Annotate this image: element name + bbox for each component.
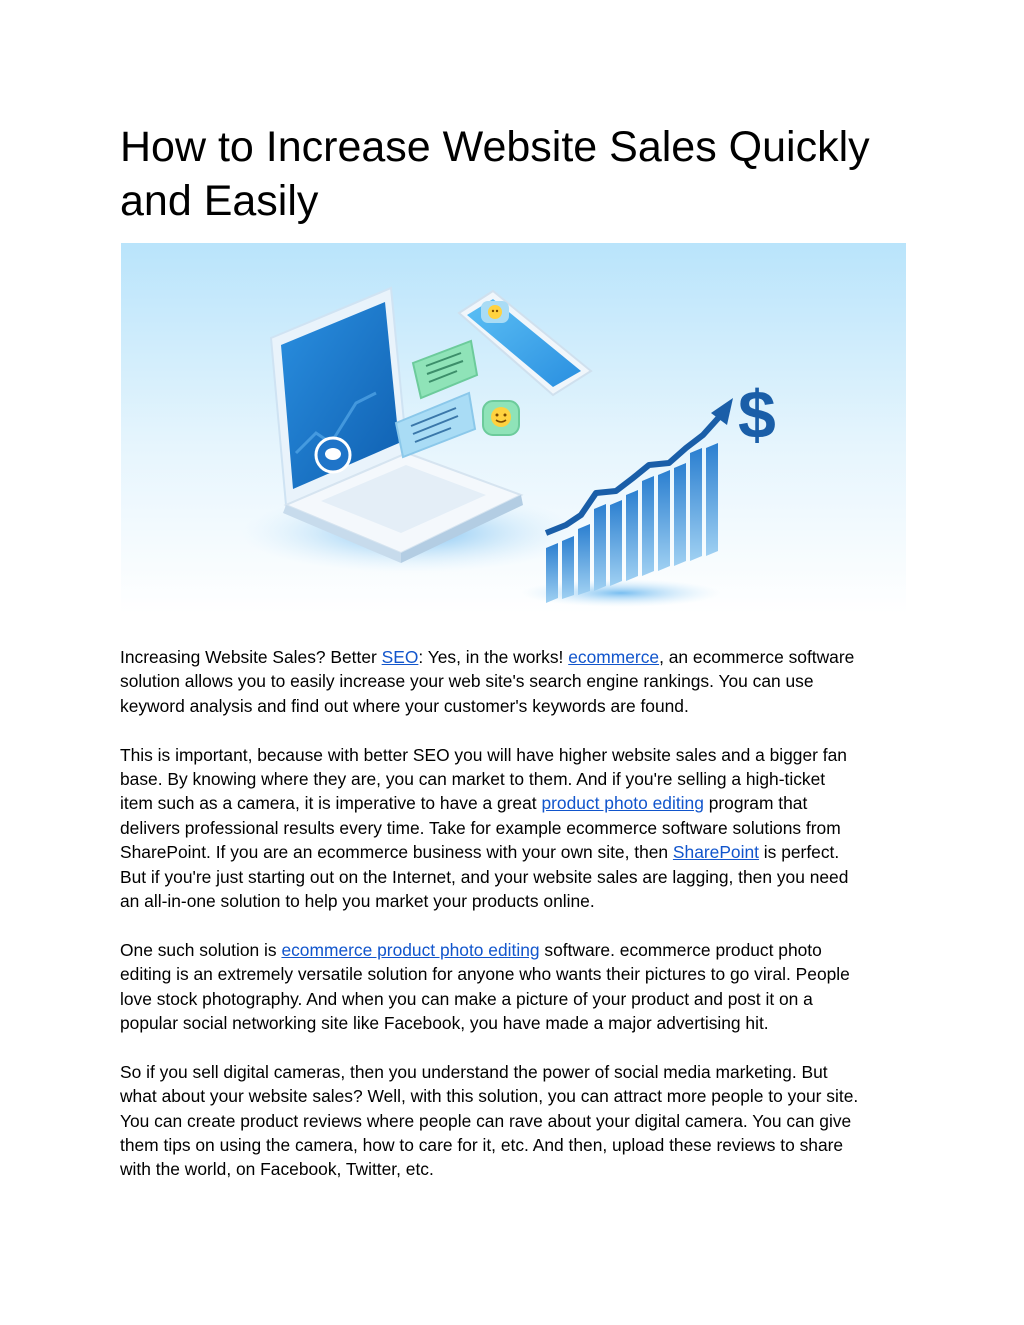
text-line: solution allows you to easily increase your web site's search engine rankings. You can use [120,671,814,692]
ecommerce-link[interactable]: ecommerce [568,647,660,667]
text-line: So if you sell digital cameras, then you understand the power of social media marketing. But [120,1061,828,1082]
text-line: with the world, on Facebook, Twitter, etc. [120,1159,434,1180]
text-line: SharePoint. If you are an ecommerce business with your own site, then SharePoint is perfect. [120,842,840,863]
text-line: delivers professional results every time. Take for example ecommerce software solutions from [120,817,841,838]
paragraph-2 [120,743,910,914]
title-line-1: How to Increase Website Sales Quickly [120,123,870,171]
title-line-2: and Easily [120,177,319,225]
text-line: them tips on using the camera, how to care for it, etc. And then, upload these reviews to share [120,1135,844,1156]
text-line: love stock photography. And when you can make a picture of your product and post it on a [120,988,813,1009]
seo-link[interactable]: SEO [381,647,419,667]
article-body [120,645,910,1206]
text-line: what about your website sales? Well, with this solution, you can attract more people to your site. [120,1086,859,1107]
text-line: But if you're just starting out on the Internet, and your website sales are lagging, then you need [120,866,849,887]
paragraph-1 [120,645,910,718]
sales-growth-illustration [121,243,906,614]
text-line: One such solution is ecommerce product photo editing software. ecommerce product photo [120,939,822,960]
page-title [120,120,910,228]
chat-circle-icon [316,438,350,472]
sharepoint-link[interactable]: SharePoint [672,842,759,863]
product-photo-editing-link[interactable]: product photo editing [541,793,704,814]
text-line: This is important, because with better SEO you will have higher website sales and a bigger fan [120,744,847,765]
paragraph-4 [120,1060,910,1182]
dollar-sign-icon: $ [738,377,776,453]
smiley-emoji-icon [483,401,519,435]
text-line: keyword analysis and find out where your customer's keywords are found. [120,695,689,716]
text-line: You can create product reviews where people can rave about your digital camera. You can give [120,1110,852,1131]
text-line: Increasing Website Sales? Better SEO: Yes, in the works! ecommerce, an ecommerce software [120,647,855,667]
paragraph-3 [120,938,910,1036]
text-line: base. By knowing where they are, you can market to them. And if you're selling a high-ticket [120,769,826,790]
text-line: editing is an extremely versatile solution for anyone who wants their pictures to go viral. People [120,964,850,985]
text-line: item such as a camera, it is imperative to have a great product photo editing program that [120,793,808,814]
ecommerce-product-photo-editing-link[interactable]: ecommerce product photo editing [281,939,540,960]
text-line: popular social networking site like Facebook, you have made a major advertising hit. [120,1013,769,1034]
text-line: an all-in-one solution to help you market your products online. [120,891,595,912]
hero-illustration [121,243,906,614]
